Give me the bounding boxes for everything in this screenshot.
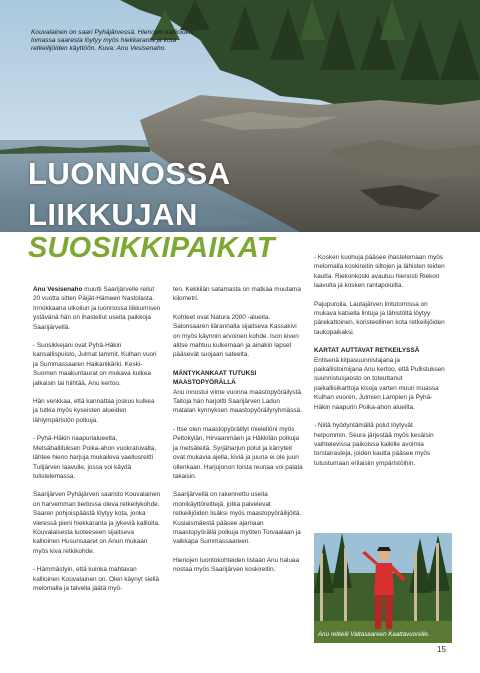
paragraph: Anu innostui viime vuonna maastopyöräilystä. Taitoja hän harjoitti Saarijärven Ladun matalan kynnyksen maastopyöräilyryhmässä. [173, 388, 303, 415]
paragraph: Hän venkkaa, että kannattaa joskus kulkea ja tutkia myös kyseisten alueiden lähiympäristön polkuja. [33, 398, 155, 424]
paragraph: - Suosikkejani ovat Pyhä-Häkin kansallispuisto, Julmat lammit, Kulhan vuori ja Summassaaren Haikanlkärki. Keski-Suomen maakuntaurat on mukava kulkea jalkaisin tai hiihtää, Anu kertoo. [33, 342, 157, 387]
paragraph: Saarijärven Pyhäjärven saaristo Kouvalainen on harvemman tiedossa oleva retkeilykohde. Saaren pohjoispäästä löytyy kota, jonka vieressä pieni hiekkaranta ja jykeviä kallioita. Kouvalaisesta luoteeseen sijaitseva kallioinen Husunsaaret on Anun mukaan myös kiva retkikohde. [33, 491, 161, 555]
paragraph: - Niitä hyödyntämällä polut löytyvät helpommin. Seura järjestää myös kesäisin vaihtelevissa paikoissa kaikille avoimia torstairasteja, joiden kautta pääsee myös tutustumaan erilaisiin ympäristöihin. [314, 422, 434, 467]
headline-line-3: SUOSIKKIPAIKAT [28, 232, 275, 264]
paragraph: - Hämmästyin, että kuinka mahtavan kallioinen Kouvalainen on. Olen käynyt siellä melomalla ja talvella jäätä myö- [33, 566, 160, 592]
subheading: KARTAT AUTTAVAT RETKEILYSSÄ [314, 347, 420, 355]
author-name: Anu Vesisenaho [33, 286, 83, 293]
hiker-forest-photo [314, 533, 452, 643]
article-column-1 [33, 285, 161, 602]
paragraph: - Kosken kuohuja pääsee ihastelemaan myös melomalla koskireitin siltojen ja lähisten teiden kautta. Riekonkoski avautuu hienosti Riekon laavulta ja kosken rantapoluilta. [314, 254, 445, 290]
subheading: MÄNTYKANKAAT TUTUKSI MAASTOPYÖRÄLLÄ [173, 369, 257, 387]
paragraph: Hienojen luontokohteiden listaan Anu haluaa nostaa myös Saarijärven koskireitin. [173, 556, 300, 574]
paragraph: Saarijärvellä on rakennettu useita monikäyttöreittejä, jotka palvelevat retkeilijöiden lisäksi myös maastopyöräilijöitä. Kusiaismäestä pääsee ajamaan maastopyörällä polkuja myöten Torvaalaan ja vaikkapa Summassaareen. [173, 491, 302, 546]
paragraph: Pajupuroila, Lautajärven lintutornissa on mukava katsella lintuja ja lähistöltä löytyy pärekattoinen, koristeellinen kota retkeilijöiden taukopaikaksi. [314, 300, 445, 336]
article-column-2 [173, 285, 303, 584]
paragraph: Anu Vesisenaho muutti Saarijärvelle reilut 20 vuotta sitten Päijät-Hämeen Nastolasta. Innokkaana ulkoilun ja luonnossa liikkumisen ystävänä hän on ihastellut useita paikkoja Saarijärvellä. [33, 286, 161, 331]
paragraph: Entisenä kilpasuunnistajana ja paikallistoimijana Anu kertoo, että Pullistuksen suunnistusjaosto on toteuttanut paikallisikarttoja kisoja varten muun muassa Kulhan vuoren, Julmien Lampien ja Pyhä-Häkin naapurin Poika-ahon alueilta. [314, 356, 445, 411]
paragraph: - Pyhä-Häkin naapurialueelta, Metsähallituksen Poika-ahon vuokratuvalta, lähtee hieno harjuja mukaileva vaellusreitti Tulijärven laavulle, jossa voi käydä tulistelemassa. [33, 435, 157, 480]
paragraph: Kohteet ovat Natura 2000 -alueita. Salonsaaren ilärannalla sijaitseva Kassakivi on myös käynnin arvoinen kohde. Ison kiven alitse mahtuu kulkemaan ja ainakin lapset pääsevät suojaan sateelta. [173, 313, 299, 359]
headline-line-1: LUONNOSSA [28, 156, 231, 191]
paragraph: - Itse olen maastopyöräillyt mielellöni myös Peltokylän, Hirvaanmäen ja Häkkilän polkuja ja metsäteitä. Syrjäharjun polut ja kärryteit ovat mukavia ajella, kiviä ja juuria ei ole juuri ollenkaan. Harjujonon toista reunaa voi palata takaisin. [173, 425, 303, 480]
hiker-photo-caption: Anu retkeili Valtasaareen Kaattavuorelle. [318, 631, 430, 638]
hero-photo-caption: Kouvalainen on saari Pyhäjärvessä. Hienojen kallioiden lomassa saaresta löytyy myös hiekkaranta ja kota retkeilijöiden käyttöön. Kuva: Anu Vesisenaho. [31, 29, 194, 52]
paragraph: ten. Kekkilän satamasta on matkaa muutama kilometri. [173, 286, 301, 303]
article-column-3 [314, 253, 446, 477]
headline-line-2: LIIKKUJAN [28, 197, 198, 232]
page-number: 15 [437, 645, 446, 654]
